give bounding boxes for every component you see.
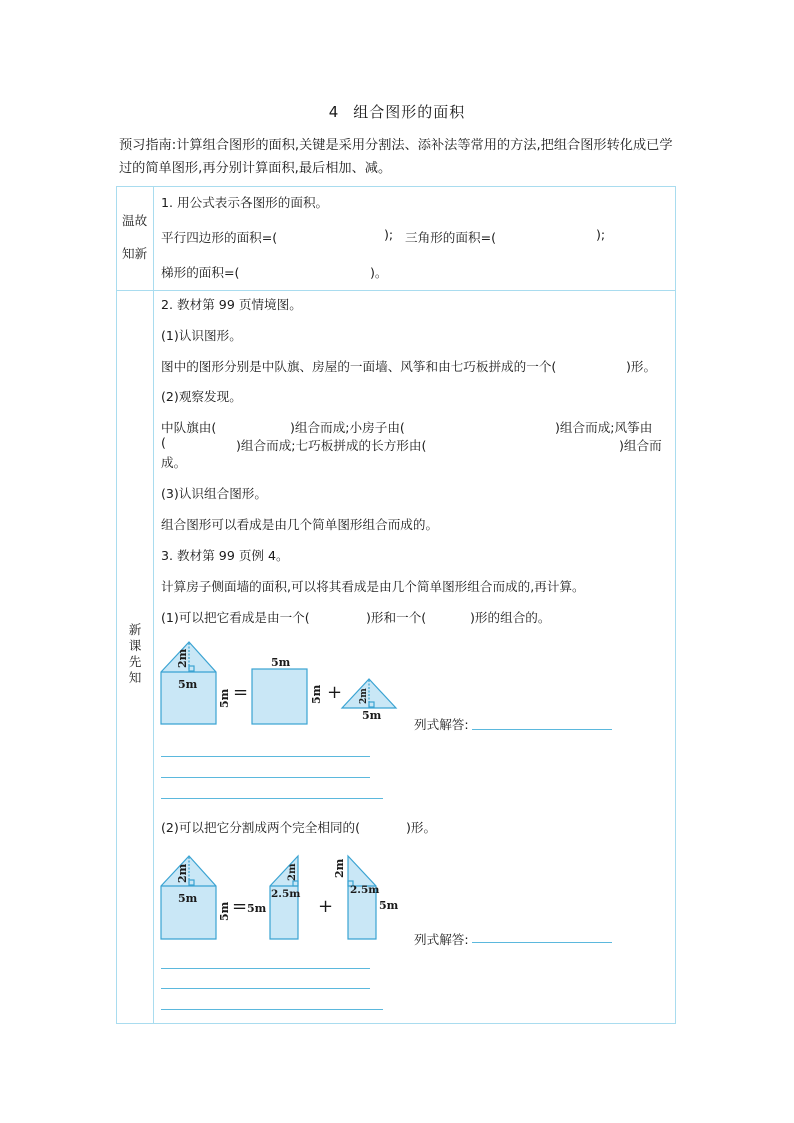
dim-right-width: 2.5m	[350, 884, 380, 896]
part1-text-c: )形的组合的。	[470, 610, 551, 625]
dim-house2-height: 2m	[176, 863, 189, 883]
dim-triangle-height: 2m	[359, 688, 369, 704]
step2-line2-a: (	[161, 435, 166, 450]
step1-heading: (1)认识图形。	[161, 328, 242, 343]
step3-text: 组合图形可以看成是由几个简单图形组合而成的。	[161, 517, 439, 532]
new-lesson-label-3: 先	[128, 654, 142, 669]
trapezoid-close: )。	[370, 265, 388, 280]
title-text: 组合图形的面积	[353, 103, 466, 121]
dim-house1-width: 5m	[178, 678, 198, 691]
equals-sign-1: =	[233, 682, 249, 703]
dim-square-top: 5m	[271, 656, 291, 669]
parallelogram-close: );	[384, 227, 394, 242]
trapezoid-formula: 梯形的面积=(	[161, 265, 240, 280]
dim-left-width: 2.5m	[271, 888, 301, 900]
dim-triangle-base: 5m	[362, 709, 382, 722]
square-shape	[252, 669, 307, 724]
new-lesson-label-4: 知	[128, 670, 142, 685]
dim-right-wall: 5m	[379, 899, 399, 912]
title-number: 4	[328, 103, 340, 121]
new-lesson-label-1: 新	[128, 622, 142, 637]
new-lesson-label-2: 课	[128, 638, 142, 653]
q2-heading: 2. 教材第 99 页情境图。	[161, 297, 302, 312]
triangle-formula: 三角形的面积=(	[405, 230, 497, 245]
triangle-close: );	[596, 227, 606, 242]
answer-label-1: 列式解答:	[414, 717, 469, 732]
dim-house2-width: 5m	[178, 892, 198, 905]
answer-label-2: 列式解答:	[414, 932, 469, 947]
right-half-shape	[348, 856, 376, 939]
step2-line2-c: )组合而	[619, 438, 662, 453]
plus-sign-1: +	[327, 682, 343, 703]
part2-text-b: )形。	[406, 820, 437, 835]
step1-text-b: )形。	[626, 359, 657, 374]
preview-guide: 预习指南:计算组合图形的面积,关键是采用分割法、添补法等常用的方法,把组合图形转化成已学过的简单图形,再分别计算面积,最后相加、减。	[119, 138, 673, 176]
step2-heading: (2)观察发现。	[161, 389, 242, 404]
step2-line1-c: )组合而成;风筝由	[555, 420, 653, 435]
step2-line1-b: )组合而成;小房子由(	[290, 420, 405, 435]
dim-left-height: 2m	[287, 863, 298, 881]
part2-text-a: (2)可以把它分割成两个完全相同的(	[161, 820, 361, 835]
dim-left-wall: 5m	[247, 902, 267, 915]
q3-text: 计算房子侧面墙的面积,可以将其看成是由几个简单图形组合而成的,再计算。	[161, 579, 585, 594]
step3-heading: (3)认识组合图形。	[161, 486, 267, 501]
step2-line1-a: 中队旗由(	[161, 420, 217, 435]
q1-heading: 1. 用公式表示各图形的面积。	[161, 195, 329, 210]
parallelogram-formula: 平行四边形的面积=(	[161, 230, 278, 245]
dim-house2-wall: 5m	[218, 901, 231, 921]
step2-line3: 成。	[161, 455, 187, 470]
step2-line2-b: )组合而成;七巧板拼成的长方形由(	[236, 438, 427, 453]
review-label-top: 温故	[122, 213, 148, 228]
plus-sign-2: +	[318, 896, 334, 917]
dim-house1-wall: 5m	[218, 688, 231, 708]
equals-sign-2: =	[232, 896, 248, 917]
part1-text-b: )形和一个(	[366, 610, 427, 625]
dim-square-side: 5m	[310, 684, 323, 704]
part1-text-a: (1)可以把它看成是由一个(	[161, 610, 310, 625]
q3-heading: 3. 教材第 99 页例 4。	[161, 548, 289, 563]
dim-right-height: 2m	[333, 858, 346, 878]
step1-text-a: 图中的图形分别是中队旗、房屋的一面墙、风筝和由七巧板拼成的一个(	[161, 359, 557, 374]
dim-house1-height: 2m	[176, 648, 189, 668]
review-label-bottom: 知新	[122, 246, 148, 261]
